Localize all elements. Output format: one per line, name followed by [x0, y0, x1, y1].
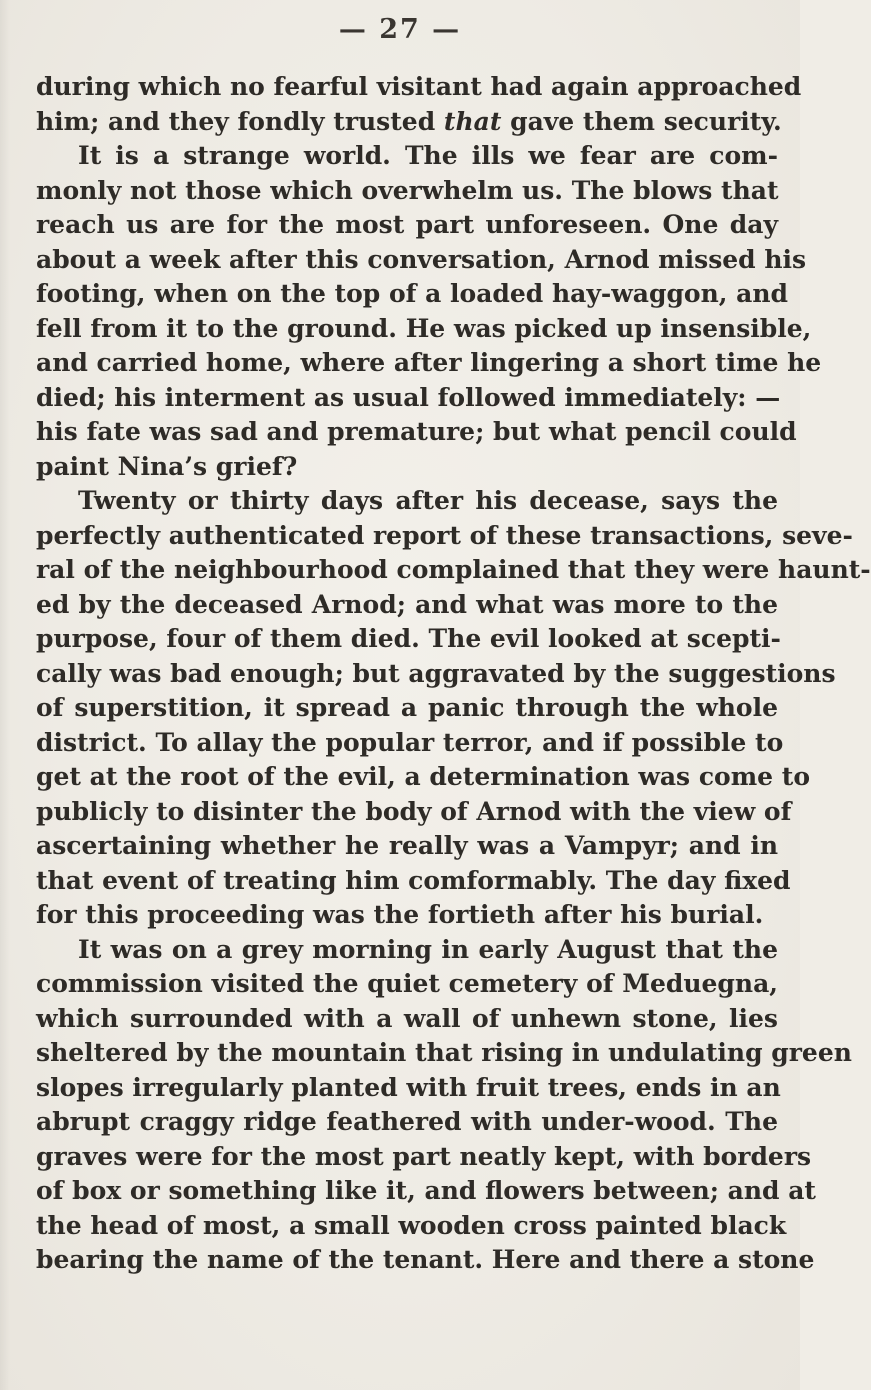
- text-line: Twenty or thirty days after his decease, says the: [78, 486, 778, 515]
- text-line: the head of most, a small wooden cross painted black: [36, 1210, 787, 1240]
- text-line: his fate was sad and premature; but what pencil could: [36, 417, 797, 446]
- text-line: abrupt craggy ridge feathered with under-wood. The: [36, 1107, 778, 1136]
- text-line: perfectly authenticated report of these transactions, seve-: [36, 520, 853, 550]
- text-line: It is a strange world. The ills we fear are com-: [78, 141, 778, 170]
- text-line: get at the root of the evil, a determination was come to: [36, 762, 811, 791]
- text-line: bearing the name of the tenant. Here and there a stone: [36, 1245, 815, 1274]
- text-line: died; his interment as usual followed immediately: —: [36, 382, 781, 412]
- text-line: for this proceeding was the fortieth after his burial.: [36, 900, 764, 929]
- text-line: and carried home, where after lingering a short time he: [36, 348, 822, 377]
- text-line: monly not those which overwhelm us. The blows that: [36, 175, 779, 205]
- text-line: which surrounded with a wall of unhewn stone, lies: [36, 1003, 778, 1033]
- text-line: that event of treating him comformably. The day fixed: [36, 865, 791, 895]
- text-line: sheltered by the mountain that rising in undulating green: [36, 1038, 852, 1067]
- text-line: slopes irregularly planted with fruit trees, ends in an: [36, 1072, 781, 1102]
- text-line: footing, when on the top of a loaded hay-waggon, and: [36, 279, 789, 308]
- text-line: purpose, four of them died. The evil looked at scepti-: [36, 624, 781, 653]
- text-line: publicly to disinter the body of Arnod with the view of: [36, 796, 792, 826]
- text-line: about a week after this conversation, Arnod missed his: [36, 244, 807, 274]
- text-line: It was on a grey morning in early August that the: [78, 934, 778, 964]
- text-line: during which no fearful visitant had again approached: [36, 72, 802, 101]
- text-line: reach us are for the most part unforeseen. One day: [36, 210, 778, 239]
- page-edge-shadow: [0, 0, 10, 1390]
- text-line: of superstition, it spread a panic through the whole: [36, 693, 778, 722]
- text-line: graves were for the most part neatly kept, with borders: [36, 1141, 812, 1171]
- text-line: ascertaining whether he really was a Vampyr; and in: [36, 831, 778, 860]
- page-number: — 27 —: [338, 14, 462, 45]
- text-line: of box or something like it, and flowers between; and at: [36, 1176, 816, 1205]
- text-line: ed by the deceased Arnod; and what was more to the: [36, 589, 778, 619]
- text-line: district. To allay the popular terror, and if possible to: [36, 727, 784, 757]
- text-line: him; and they fondly trusted that gave them security.: [36, 106, 782, 136]
- text-line: fell from it to the ground. He was picked up insensible,: [36, 313, 812, 343]
- text-line: cally was bad enough; but aggravated by the suggestions: [36, 658, 836, 688]
- body-text: [36, 70, 871, 1278]
- text-line: paint Nina’s grief?: [36, 451, 298, 481]
- text-line: ral of the neighbourhood complained that they were haunt-: [36, 555, 871, 584]
- text-line: commission visited the quiet cemetery of Meduegna,: [36, 969, 778, 998]
